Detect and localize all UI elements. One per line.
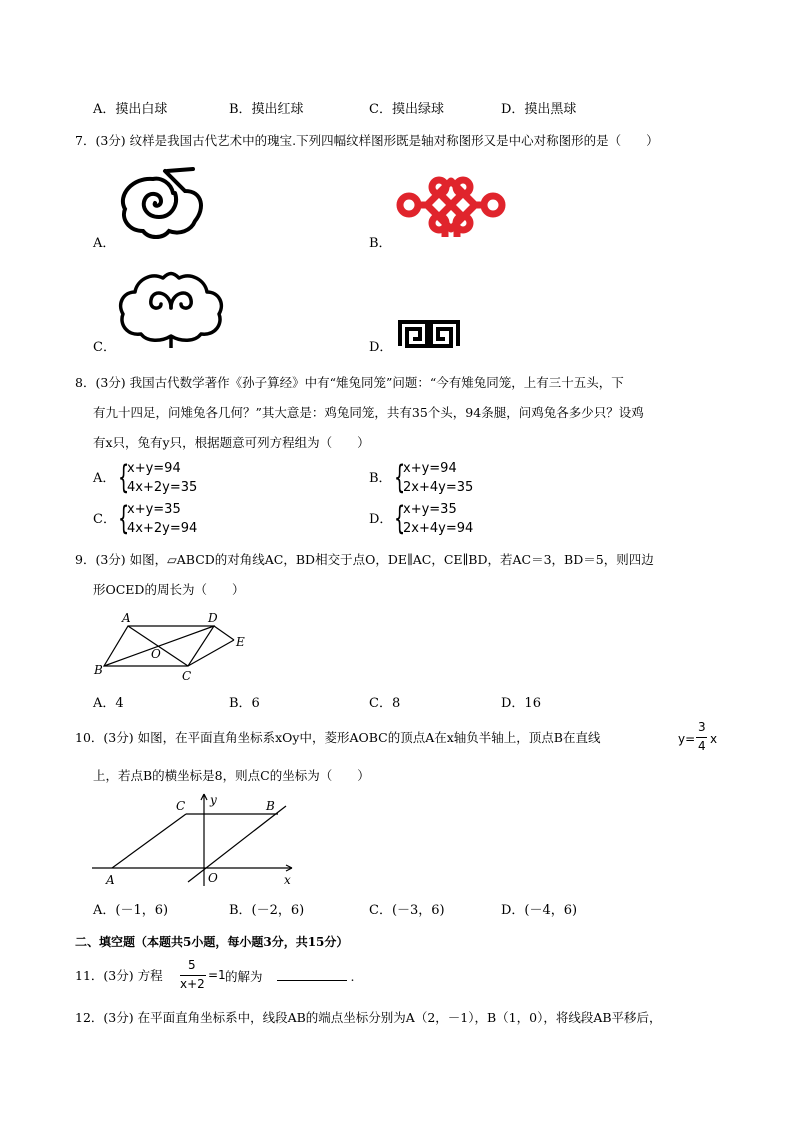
point-label: B [94, 663, 103, 677]
eq-prefix: y= [678, 732, 696, 746]
q8-label-a: A． [93, 471, 116, 486]
q6-option-a: A．摸出白球 [93, 102, 168, 117]
q9-parallelogram-figure [90, 608, 260, 684]
q7-label-d: D． [369, 340, 393, 355]
q10-option-a: A．(－1，6) [93, 903, 169, 918]
answer-blank[interactable] [277, 968, 347, 981]
q9-option-b: B．6 [229, 696, 260, 711]
equation: 4x+2y=35 [127, 480, 198, 495]
q10-line1: 10．(3分) 如图，在平面直角坐标系xOy中，菱形AOBC的顶点A在x轴负半轴上，顶点B在直线 [75, 730, 601, 745]
frac-numerator: 5 [188, 958, 196, 972]
q10-line-equation [678, 720, 722, 758]
q8-label-c: C． [93, 512, 116, 527]
q9-line2: 形OCED的周长为（ ） [93, 582, 245, 597]
q10-coordinate-figure [90, 790, 300, 890]
equation: x+y=35 [403, 502, 457, 517]
ruyi-cloud-pattern [117, 262, 225, 352]
point-label: E [236, 635, 245, 649]
axis-label: B [266, 799, 275, 813]
q11-end: . [350, 969, 355, 984]
point-label: O [151, 647, 161, 661]
equation: x+y=94 [403, 461, 457, 476]
equation: x+y=94 [127, 461, 181, 476]
q9-option-a: A．4 [93, 696, 124, 711]
frac-denominator: 4 [698, 739, 706, 753]
point-label: A [122, 611, 131, 625]
axis-label: A [106, 873, 115, 887]
point-label: C [182, 669, 192, 683]
q11-suffix [225, 968, 354, 985]
q10-line2: 上，若点B的横坐标是8，则点C的坐标为（ ） [93, 768, 370, 783]
q10-option-d: D．(－4，6) [501, 903, 578, 918]
q10-option-c: C．(－3，6) [369, 903, 445, 918]
q8-line3: 有x只，兔有y只，根据题意可列方程组为（ ） [93, 435, 370, 450]
q6-option-c: C．摸出绿球 [369, 102, 444, 117]
q9-option-d: D．16 [501, 696, 541, 711]
q7-stem: 7．(3分) 纹样是我国古代艺术中的瑰宝.下列四幅纹样图形既是轴对称图形又是中心对称图形的是（ ） [75, 133, 659, 148]
spiral-cloud-pattern [115, 165, 215, 245]
frac-bar [180, 975, 206, 976]
q8-line2: 有九十四足，问雉兔各几何？”其大意是：鸡兔同笼，共有35个头，94条腿，问鸡兔各多少只？设鸡 [93, 405, 644, 420]
q11-suffix-text: 的解为 [225, 969, 263, 984]
axis-label: y [210, 793, 217, 807]
q12-line1: 12．(3分) 在平面直角坐标系中，线段AB的端点坐标分别为A（2，－1），B（1，0），将线段AB平移后， [75, 1010, 662, 1025]
q6-option-b: B．摸出红球 [229, 102, 304, 117]
axis-label: x [284, 873, 291, 887]
axis-label: C [176, 799, 186, 813]
chinese-knot-pattern [395, 175, 507, 243]
q6-option-d: D．摸出黑球 [501, 102, 577, 117]
equation: 2x+4y=94 [403, 521, 474, 536]
equation: 4x+2y=94 [127, 521, 198, 536]
frac-denominator: x+2 [180, 977, 205, 991]
axis-label: O [208, 871, 218, 885]
equation: 2x+4y=35 [403, 480, 474, 495]
q10-option-b: B．(－2，6) [229, 903, 305, 918]
q7-label-a: A． [93, 236, 116, 251]
eq-suffix: x [710, 732, 718, 746]
q8-label-b: B． [369, 471, 392, 486]
frac-bar [696, 737, 707, 738]
q7-label-b: B． [369, 236, 392, 251]
meander-fret-pattern [398, 320, 460, 348]
q8-label-d: D． [369, 512, 393, 527]
q11-prefix: 11．(3分) 方程 [75, 968, 163, 983]
q7-label-c: C． [93, 340, 116, 355]
equation: x+y=35 [127, 502, 181, 517]
eq-rhs: =1 [208, 968, 226, 982]
section-heading: 二、填空题（本题共5小题，每小题3分，共15分） [75, 935, 349, 949]
frac-numerator: 3 [698, 720, 706, 734]
q9-line1: 9．(3分) 如图，▱ABCD的对角线AC，BD相交于点O，DE∥AC，CE∥BD，若AC＝3，BD＝5，则四边 [75, 552, 654, 567]
q9-option-c: C．8 [369, 696, 401, 711]
point-label: D [208, 611, 218, 625]
q8-line1: 8．(3分) 我国古代数学著作《孙子算经》中有“雉兔同笼”问题：“今有雉兔同笼，上有三十五头，下 [75, 375, 624, 390]
